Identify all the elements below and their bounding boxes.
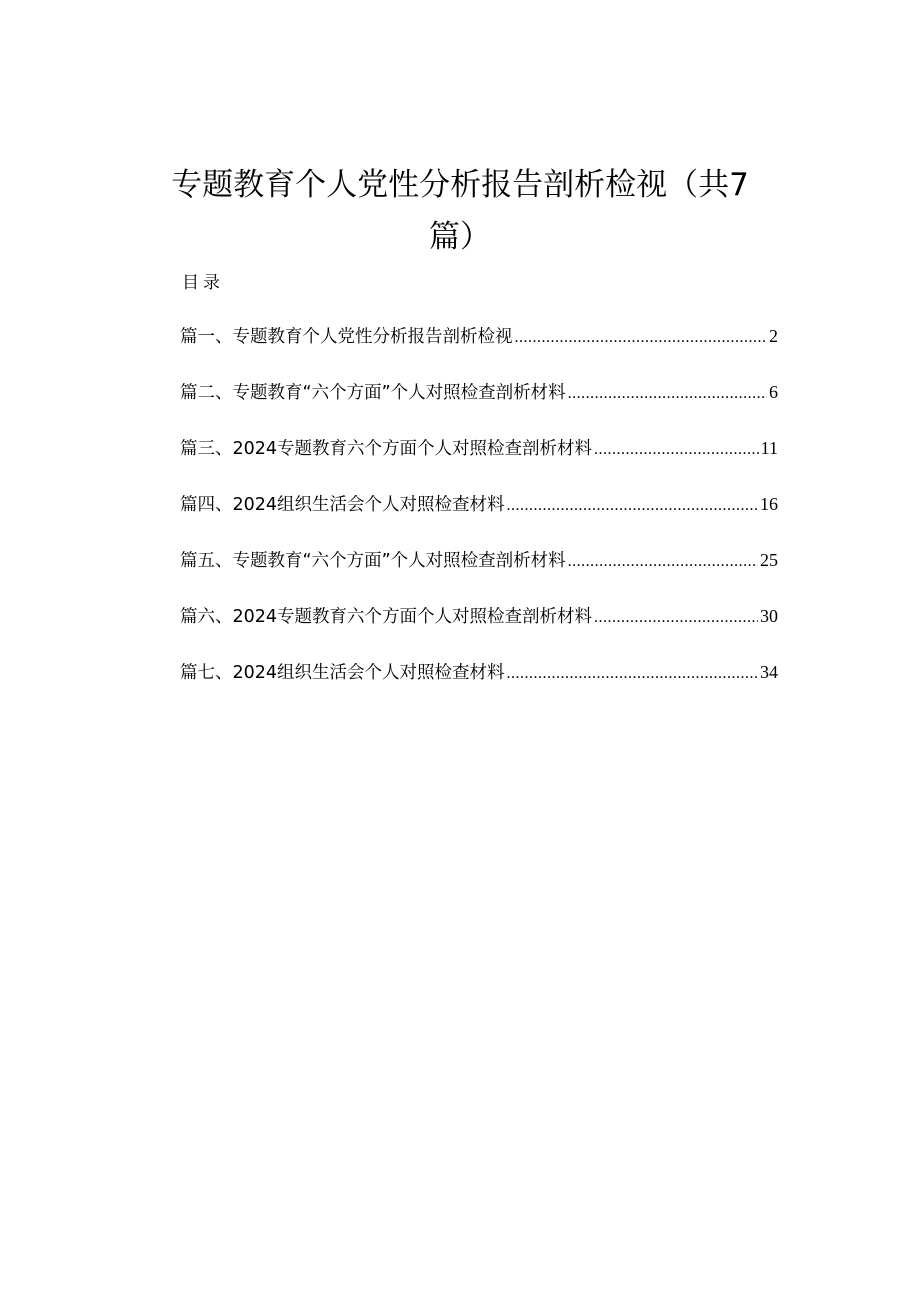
toc-dot-leader [515, 320, 768, 356]
document-title-line-1: 专题教育个人党性分析报告剖析检视（共7 [171, 166, 749, 203]
toc-entry-label: 篇三、2024专题教育六个方面个人对照检查剖析材料 [180, 439, 593, 459]
toc-dot-leader [507, 488, 758, 524]
toc-entry-label: 篇二、专题教育“六个方面”个人对照检查剖析材料 [180, 383, 566, 403]
toc-entry-label: 篇五、专题教育“六个方面”个人对照检查剖析材料 [180, 551, 566, 571]
toc-entry-page: 16 [760, 494, 778, 514]
toc-heading: 目录 [182, 273, 224, 293]
table-of-contents [180, 318, 778, 710]
document-title-line-2: 篇） [429, 218, 491, 255]
toc-entry-label: 篇一、专题教育个人党性分析报告剖析检视 [180, 327, 513, 347]
toc-entry-page: 6 [769, 382, 778, 402]
toc-entry[interactable] [180, 318, 778, 374]
toc-entry[interactable] [180, 598, 778, 654]
toc-entry[interactable] [180, 542, 778, 598]
toc-dot-leader [594, 600, 758, 636]
toc-entry-page: 11 [760, 438, 778, 458]
document-title [140, 159, 780, 263]
toc-entry-label: 篇七、2024组织生活会个人对照检查材料 [180, 663, 505, 683]
toc-entry[interactable] [180, 486, 778, 542]
toc-entry-page: 25 [760, 550, 778, 570]
toc-entry-label: 篇六、2024专题教育六个方面个人对照检查剖析材料 [180, 607, 593, 627]
toc-entry-page: 34 [760, 662, 778, 682]
toc-entry[interactable] [180, 374, 778, 430]
toc-entry-label: 篇四、2024组织生活会个人对照检查材料 [180, 495, 505, 515]
toc-entry[interactable] [180, 654, 778, 710]
toc-dot-leader [507, 656, 758, 692]
toc-dot-leader [594, 432, 759, 468]
toc-dot-leader [568, 376, 767, 412]
toc-dot-leader [568, 544, 758, 580]
toc-entry[interactable] [180, 430, 778, 486]
toc-entry-page: 2 [769, 326, 778, 346]
toc-entry-page: 30 [760, 606, 778, 626]
